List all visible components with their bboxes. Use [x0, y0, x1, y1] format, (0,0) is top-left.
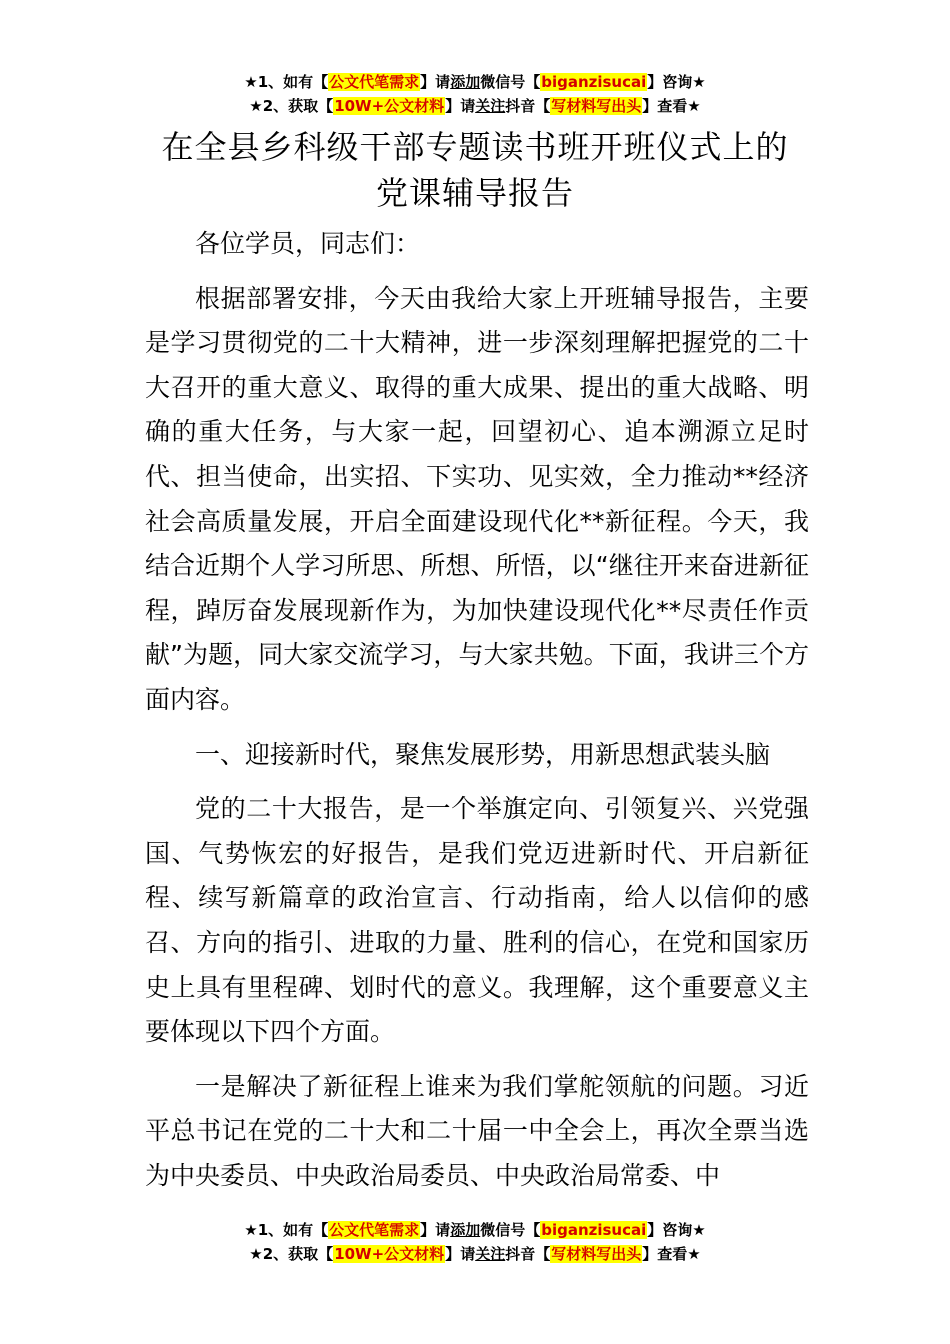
highlight-text: 公文代笔需求: [329, 73, 420, 91]
highlight-text: 公文代笔需求: [329, 1221, 420, 1239]
header-banner: [0, 70, 950, 118]
banner-text: 】咨询★: [647, 73, 706, 91]
footer-banner: [0, 1218, 950, 1266]
section-heading: 一、迎接新时代，聚焦发展形势，用新思想武装头脑: [195, 739, 771, 769]
underlined-text: 关注: [475, 1245, 506, 1263]
banner-text: ★2、获取【: [249, 97, 334, 115]
document-title: [0, 124, 950, 216]
banner-text: 】请: [445, 1245, 476, 1263]
salutation: 各位学员，同志们：: [195, 229, 421, 258]
body-paragraph: 一是解决了新征程上谁来为我们掌舵领航的问题。习近平总书记在党的二十大和二十届一中全会上，再次全票当选为中央委员、中央政治局委员、中央政治局常委、中: [145, 1071, 809, 1190]
body-paragraph: 根据部署安排，今天由我给大家上开班辅导报告，主要是学习贯彻党的二十大精神，进一步深刻理解把握党的二十大召开的重大意义、取得的重大成果、提出的重大战略、明确的重大任务，与大家一起，回望初心、追本溯源立足时代、担当使命，出实招、下实功、见实效，全力推动**经济社会高质量发展，开启全面建设现代化**新征程。今天，我结合近期个人学习所思、所想、所悟，以“继往开来奋进新征程，踔厉奋发展现新作为，为加快建设现代化**尽责任作贡献”为题，同大家交流学习，与大家共勉。下面，我讲三个方面内容。: [145, 283, 809, 714]
body-paragraph: 党的二十大报告，是一个举旗定向、引领复兴、兴党强国、气势恢宏的好报告，是我们党迈进新时代、开启新征程、续写新篇章的政治宣言、行动指南，给人以信仰的感召、方向的指引、进取的力量、胜利的信心，在党和国家历史上具有里程碑、划时代的意义。我理解，这个重要意义主要体现以下四个方面。: [145, 794, 809, 1047]
underlined-text: 添加: [450, 73, 481, 91]
title-line-1: 在全县乡科级干部专题读书班开班仪式上的: [161, 128, 789, 166]
banner-text: 】查看★: [642, 1245, 701, 1263]
banner-text: 】请: [420, 1221, 451, 1239]
banner-text: 】咨询★: [647, 1221, 706, 1239]
banner-line-1: [0, 70, 950, 94]
banner-text: 抖音【: [505, 97, 551, 115]
banner-line-2: [0, 1242, 950, 1266]
highlight-text: 写材料写出头: [551, 1245, 642, 1263]
underlined-text: 添加: [450, 1221, 481, 1239]
banner-text: 】查看★: [642, 97, 701, 115]
document-body: [145, 222, 809, 1208]
banner-text: 抖音【: [505, 1245, 551, 1263]
banner-text: 微信号【: [480, 1221, 541, 1239]
underlined-text: 关注: [475, 97, 506, 115]
title-line-2: 党课辅导报告: [375, 174, 574, 212]
banner-text: 】请: [445, 97, 476, 115]
banner-text: ★1、如有【: [244, 73, 329, 91]
banner-text: 】请: [420, 73, 451, 91]
banner-line-2: [0, 94, 950, 118]
banner-text: 微信号【: [480, 73, 541, 91]
highlight-text: 写材料写出头: [551, 97, 642, 115]
highlight-text: 10W+公文材料: [334, 97, 445, 115]
banner-text: ★1、如有【: [244, 1221, 329, 1239]
banner-line-1: [0, 1218, 950, 1242]
highlight-text: 10W+公文材料: [334, 1245, 445, 1263]
banner-text: ★2、获取【: [249, 1245, 334, 1263]
highlight-text: biganzisucai: [541, 73, 647, 91]
highlight-text: biganzisucai: [541, 1221, 647, 1239]
